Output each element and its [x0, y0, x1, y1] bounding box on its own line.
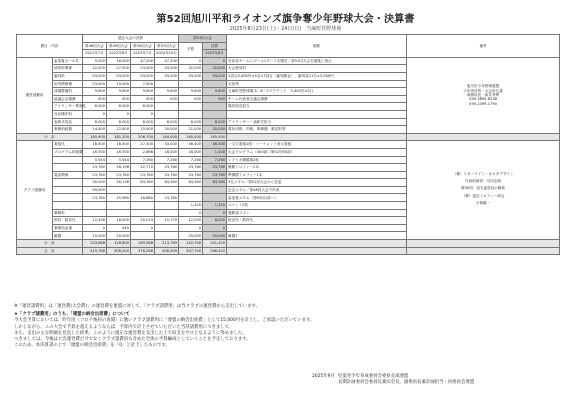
value-cell: 23,760: [179, 164, 203, 172]
value-cell: 63,360: [179, 179, 203, 187]
summary-cell: 雑費2: [227, 232, 407, 240]
side-note: 090-1399-1790: [469, 101, 497, 106]
value-cell: 15,000: [83, 232, 107, 240]
value-cell: 93,000: [203, 72, 227, 80]
value-cell: [203, 194, 227, 202]
value-cell: 16,880: [131, 194, 155, 202]
header-notes: 備考: [407, 35, 560, 58]
value-cell: 0: [179, 209, 203, 217]
summary-cell: 準優勝トロフィー1本: [227, 171, 407, 179]
footer-organization: 児童青少年育成委員会委員長部連盟: [338, 374, 409, 379]
value-cell: 16,500: [83, 141, 107, 149]
value-cell: [155, 103, 179, 111]
value-cell: 25,000: [179, 232, 203, 240]
value-cell: [131, 202, 155, 210]
value-cell: 47,200: [155, 57, 179, 65]
item-label: 使用料関係: [53, 65, 83, 73]
header-past-col: 第50回大会: [131, 42, 155, 50]
summary-cell: 参加賞メダル（第52回1部～）: [227, 194, 407, 202]
value-cell: 0: [131, 224, 155, 232]
item-label: 事務局品番: [53, 224, 83, 232]
item-label: 表彰式用品: [53, 118, 83, 126]
value-cell: 440: [107, 224, 131, 232]
subtotal-label: 小 計: [17, 133, 83, 141]
value-cell: 15,900: [131, 126, 155, 134]
subtotal-row: [17, 240, 560, 248]
value-cell: 6,000: [83, 103, 107, 111]
summary-cell: 1試合3,000円×3名×7試合（審判謝金）、審判員11名×3,000円: [227, 72, 407, 80]
value-cell: [203, 186, 227, 194]
value-cell: 46,400: [179, 141, 203, 149]
header-budget: 予算: [179, 42, 203, 57]
value-cell: 1,320: [203, 202, 227, 210]
item-label: 筆耕料: [53, 209, 83, 217]
notes-line: つきましては、今後は大会運営費だけでなくクラブ諸費用も含めた全体の予算編成としていくことを予定しております。: [14, 337, 251, 343]
value-cell: 15,729: [155, 217, 179, 225]
value-cell: [107, 186, 131, 194]
subtotal-value: 165,000: [179, 133, 203, 141]
empty-cell: [407, 247, 560, 255]
value-cell: [203, 103, 227, 111]
value-cell: 9,600: [179, 88, 203, 96]
value-cell: [155, 110, 179, 118]
value-cell: 23,760: [203, 164, 227, 172]
header-past-date: 2023年7月: [131, 50, 155, 58]
value-cell: [83, 202, 107, 210]
value-cell: [155, 209, 179, 217]
value-cell: 47,200: [131, 57, 155, 65]
value-cell: 7,260: [203, 156, 227, 164]
value-cell: 23,760: [155, 164, 179, 172]
notes-cell: [407, 141, 560, 240]
header-past-col: 第51回大会: [155, 42, 179, 50]
summary-cell: チーム代表者会議会場費: [227, 95, 407, 103]
total-value: 266,420: [203, 247, 227, 255]
value-cell: 9,600: [203, 88, 227, 96]
value-cell: 12,436: [83, 217, 107, 225]
subtotal-value: 206,700: [131, 133, 155, 141]
subtotal-value: 169,568: [131, 240, 155, 248]
value-cell: 23,760: [179, 171, 203, 179]
summary-cell: ペナント5枚: [227, 202, 407, 210]
value-cell: 93,000: [179, 72, 203, 80]
summary-cell: 場内放送担当: [227, 103, 407, 111]
value-cell: 8,000: [107, 118, 131, 126]
item-label: [53, 156, 83, 164]
empty-cell: [407, 133, 560, 141]
empty-cell: [227, 133, 407, 141]
summary-cell: レプリカ優勝旗2枚: [227, 156, 407, 164]
subtotal-value: 213,789: [155, 240, 179, 248]
subtotal-value: 164,000: [155, 133, 179, 141]
value-cell: 20,000: [155, 126, 179, 134]
section-label-operating: 運営諸費用: [17, 57, 53, 133]
value-cell: [179, 194, 203, 202]
item-label: [53, 202, 83, 210]
value-cell: 8,000: [83, 118, 107, 126]
header-past-date: 2024年10月: [156, 51, 177, 56]
item-label: [53, 179, 83, 187]
notes-line: 今大会予算においては、昨年度（コロナ後初の再開）に倣いクラブ諸費用に「連盟の納会出席費」として15,000円を計上し、ご承認いただいています。: [14, 318, 315, 324]
empty-cell: [227, 247, 407, 255]
item-label: 協議会会場費: [53, 95, 83, 103]
value-cell: 6,000: [155, 118, 179, 126]
value-cell: 24,000: [155, 65, 179, 73]
value-cell: 33,000: [155, 141, 179, 149]
summary-cell: [227, 110, 407, 118]
header-past: 過去大会の決算: [83, 35, 179, 43]
item-label: 賞品関係: [53, 171, 83, 179]
total-value: 307,740: [179, 247, 203, 255]
value-cell: 12,400: [107, 126, 131, 134]
value-cell: 23,760: [83, 164, 107, 172]
total-value: 308,000: [107, 247, 131, 255]
header-budget-group: 第53回大会: [179, 35, 227, 43]
side-note: 090-3899-8238: [469, 97, 497, 102]
value-cell: [155, 186, 179, 194]
value-cell: 23,760: [155, 171, 179, 179]
value-cell: 21,000: [179, 126, 203, 134]
value-cell: 15,000: [107, 80, 131, 88]
value-cell: 26,196: [107, 164, 131, 172]
value-cell: [179, 186, 203, 194]
item-label: [53, 186, 83, 194]
notes-section: [14, 304, 559, 349]
value-cell: 93,000: [155, 72, 179, 80]
value-cell: 27,500: [107, 65, 131, 73]
value-cell: 16,500: [107, 148, 131, 156]
document-title: 第52回旭川平和ライオンズ旗争奪少年野球大会・決算書: [156, 14, 415, 25]
value-cell: 0: [107, 110, 131, 118]
total-value: 419,768: [83, 247, 107, 255]
value-cell: 9,600: [131, 88, 155, 96]
summary-cell: 3位メダル／第51回大会から変更: [227, 179, 407, 187]
value-cell: 0: [83, 224, 107, 232]
subtotal-value: 128,800: [107, 240, 131, 248]
table-row: [17, 141, 560, 149]
value-cell: 6,000: [107, 103, 131, 111]
value-cell: 0: [179, 57, 203, 65]
footer-officers: 長期計画委員会委員長兼旧会長、副委員長兼計画担当・同委員会連盟: [338, 380, 475, 386]
value-cell: 5,544: [83, 156, 107, 164]
value-cell: 7,260: [131, 156, 155, 164]
value-cell: [107, 209, 131, 217]
value-cell: 23,760: [203, 171, 227, 179]
notes-line: このため、本決算書の上で「連盟の納会出席費」を「0」と計上したものです。: [14, 343, 170, 349]
item-label: 事務消耗費: [53, 126, 83, 134]
total-row: [17, 247, 560, 255]
value-cell: [155, 80, 179, 88]
document-footer: [300, 374, 560, 386]
value-cell: [131, 186, 155, 194]
item-label: 看板代: [53, 141, 83, 149]
notes-line-1: ※「運営諸費用」は「運営費(大会費)」の運営費を連盟に対して、「クラブ諸費用」は当クラブの運営費から支出しています。: [14, 304, 260, 309]
value-cell: 20,000: [203, 126, 227, 134]
header-actual-date: 2025年8月: [203, 50, 227, 58]
value-cell: 63,360: [131, 179, 155, 187]
value-cell: 0: [83, 110, 107, 118]
header-item: 費目・内訳: [17, 35, 83, 58]
value-cell: 8,000: [203, 118, 227, 126]
empty-cell: [407, 240, 560, 248]
subtotal-label: 小 計: [17, 240, 83, 248]
side-note: （株）スターウイン・オオタデザイン: [452, 171, 514, 176]
value-cell: 20,074: [131, 217, 155, 225]
value-cell: 7,260: [179, 156, 203, 164]
header-summary: 摘要: [227, 35, 407, 58]
notes-line: しかしながら、この大会で予算を超えるようならば、予算内で計上させていただいた当該諸費用につきまして、: [14, 324, 234, 330]
value-cell: 23,760: [131, 171, 155, 179]
summary-cell: 当麻町営野球場 A・B・Cグラウンド 5,400円×2日: [227, 88, 407, 96]
value-cell: 16,000: [155, 148, 179, 156]
value-cell: 9,000: [83, 57, 107, 65]
value-cell: 8,000: [131, 118, 155, 126]
value-cell: 26,136: [107, 179, 131, 187]
header-past-col: 第49回大会: [107, 42, 131, 50]
value-cell: 16,500: [83, 148, 107, 156]
value-cell: 1,320: [179, 202, 203, 210]
value-cell: 5,544: [107, 156, 131, 164]
item-label: [53, 164, 83, 172]
summary-cell: 賞状用紙、印刷、事務費、郵送料等: [227, 126, 407, 134]
notes-line: また、支出の主な明細を見直した結果、このように適正な運営費を支出した上で収支をゼロとなるように努めました。: [14, 330, 247, 336]
value-cell: 25,960: [107, 194, 131, 202]
value-cell: [179, 80, 203, 88]
header-row: [17, 35, 560, 43]
value-cell: 16,000: [107, 217, 131, 225]
value-cell: 2,866: [131, 148, 155, 156]
document-subtitle: 2025年8月23日(土)・24日(日) 当麻町営野球場: [229, 26, 342, 32]
summary-cell: 優勝トロフィー1本: [227, 164, 407, 172]
value-cell: 23,760: [83, 194, 107, 202]
summary-cell: [227, 224, 407, 232]
subtotal-value: 101,420: [203, 240, 227, 248]
value-cell: 9,600: [155, 88, 179, 96]
value-cell: 8,000: [203, 217, 227, 225]
side-note: 事務局長・新井秀利: [466, 93, 500, 98]
summary-cell: 大会プログラム（400部＝第52回50部）: [227, 148, 407, 156]
value-cell: [203, 80, 227, 88]
value-cell: [131, 209, 155, 217]
value-cell: 16,000: [107, 57, 131, 65]
value-cell: 900: [131, 95, 155, 103]
value-cell: 32,000: [179, 65, 203, 73]
value-cell: 29,000: [203, 232, 227, 240]
summary-cell: 各参加チームにボール1ダースを贈呈／第51回大会を最後に廃止: [227, 57, 407, 65]
item-label: プログラム印刷費: [54, 150, 83, 154]
side-note: 小林隆一: [475, 201, 491, 206]
value-cell: 23,000: [83, 80, 107, 88]
summary-cell: 記念メダル／第48回大会で作成: [227, 186, 407, 194]
total-value: 378,268: [131, 247, 155, 255]
item-label: 球場整備料: [53, 88, 83, 96]
summary-cell: 飲食代・飲料代: [227, 217, 407, 225]
value-cell: 900: [203, 95, 227, 103]
side-note: 代表取締役・川田志朗: [465, 179, 502, 184]
item-label: 参加賞ボール代: [53, 57, 83, 65]
notes-heading-text: ★「クラブ諸費用」のうち、「連盟の納会出席費」について: [14, 312, 130, 318]
summary-cell: 大会使用料: [227, 65, 407, 73]
item-label: 用具関係費: [53, 80, 83, 88]
value-cell: 32,000: [203, 65, 227, 73]
value-cell: 9,600: [107, 88, 131, 96]
table-row: [17, 57, 560, 65]
item-label: 雑費: [53, 232, 83, 240]
value-cell: 20,000: [107, 232, 131, 240]
value-cell: [155, 232, 179, 240]
value-cell: 6,000: [131, 103, 155, 111]
value-cell: 93,000: [83, 72, 107, 80]
summary-cell: 優勝旗リボン: [227, 209, 407, 217]
value-cell: 23,760: [107, 171, 131, 179]
budget-table: [16, 34, 560, 255]
total-label: 合 計: [17, 247, 83, 255]
value-cell: [203, 110, 227, 118]
value-cell: [155, 202, 179, 210]
value-cell: 16,500: [107, 141, 131, 149]
subtotal-value: 181,200: [107, 133, 131, 141]
header-past-date: 2022年8月: [107, 50, 131, 58]
value-cell: 63,360: [203, 179, 227, 187]
value-cell: 22,000: [83, 65, 107, 73]
subtotal-value: 165,000: [203, 133, 227, 141]
subtotal-row: [17, 133, 560, 141]
notes-cell: [407, 57, 560, 133]
value-cell: 8,000: [179, 118, 203, 126]
value-cell: [179, 110, 203, 118]
value-cell: 900: [107, 95, 131, 103]
side-note: 第50回：担当委員長の略称: [460, 186, 506, 191]
side-note: 少年団体等・大会申込書: [463, 88, 503, 93]
side-note: 旭川市少年野球連盟: [466, 84, 500, 89]
summary-cell: アナウンサー・表彰式担当: [227, 118, 407, 126]
header-past-date: 2021年7月: [83, 50, 107, 58]
value-cell: 1,400: [203, 148, 227, 156]
value-cell: 27,500: [131, 141, 155, 149]
empty-cell: [227, 240, 407, 248]
value-cell: 0: [203, 224, 227, 232]
value-cell: 24,000: [131, 65, 155, 73]
section-label-club: クラブ諸費用: [17, 141, 53, 240]
item-label: アナウンサー系謝礼: [54, 104, 87, 109]
value-cell: 900: [155, 95, 179, 103]
item-label: 対応操作料: [53, 110, 83, 118]
subtotal-value: 233,868: [83, 240, 107, 248]
value-cell: [107, 202, 131, 210]
value-cell: 46,400: [203, 141, 227, 149]
value-cell: [155, 224, 179, 232]
value-cell: 12,000: [179, 217, 203, 225]
total-value: 408,409: [155, 247, 179, 255]
value-cell: 23,760: [83, 171, 107, 179]
item-label: [53, 194, 83, 202]
subtotal-value: 185,900: [83, 133, 107, 141]
value-cell: 900: [179, 95, 203, 103]
value-cell: 0: [179, 224, 203, 232]
value-cell: 93,000: [107, 72, 131, 80]
value-cell: 0: [203, 209, 227, 217]
value-cell: 16,000: [179, 148, 203, 156]
subtotal-value: 142,740: [179, 240, 203, 248]
value-cell: 7,260: [155, 156, 179, 164]
side-note: （株）遠近トロフィー商会: [461, 193, 505, 198]
item-label: 審判料: [53, 72, 83, 80]
value-cell: 0: [131, 110, 155, 118]
summary-cell: 石灰等: [227, 80, 407, 88]
value-cell: 99,000: [83, 186, 107, 194]
header-actual: 決算: [203, 42, 227, 50]
header-past-col: 第48回大会: [83, 42, 107, 50]
value-cell: 22,770: [131, 164, 155, 172]
value-cell: [131, 232, 155, 240]
value-cell: 30,000: [83, 179, 107, 187]
value-cell: 7,000: [131, 80, 155, 88]
value-cell: 63,360: [155, 179, 179, 187]
footer-date: 2025年9月: [312, 374, 335, 379]
value-cell: [179, 103, 203, 111]
item-label: 飲料・軽食代: [53, 217, 83, 225]
value-cell: 0: [203, 57, 227, 65]
value-cell: 23,760: [155, 194, 179, 202]
value-cell: 900: [83, 95, 107, 103]
value-cell: 14,400: [83, 126, 107, 134]
value-cell: [83, 209, 107, 217]
value-cell: 93,000: [131, 72, 155, 80]
value-cell: 9,600: [83, 88, 107, 96]
summary-cell: 一文字看板2面・トーナメント表示看板: [227, 141, 407, 149]
